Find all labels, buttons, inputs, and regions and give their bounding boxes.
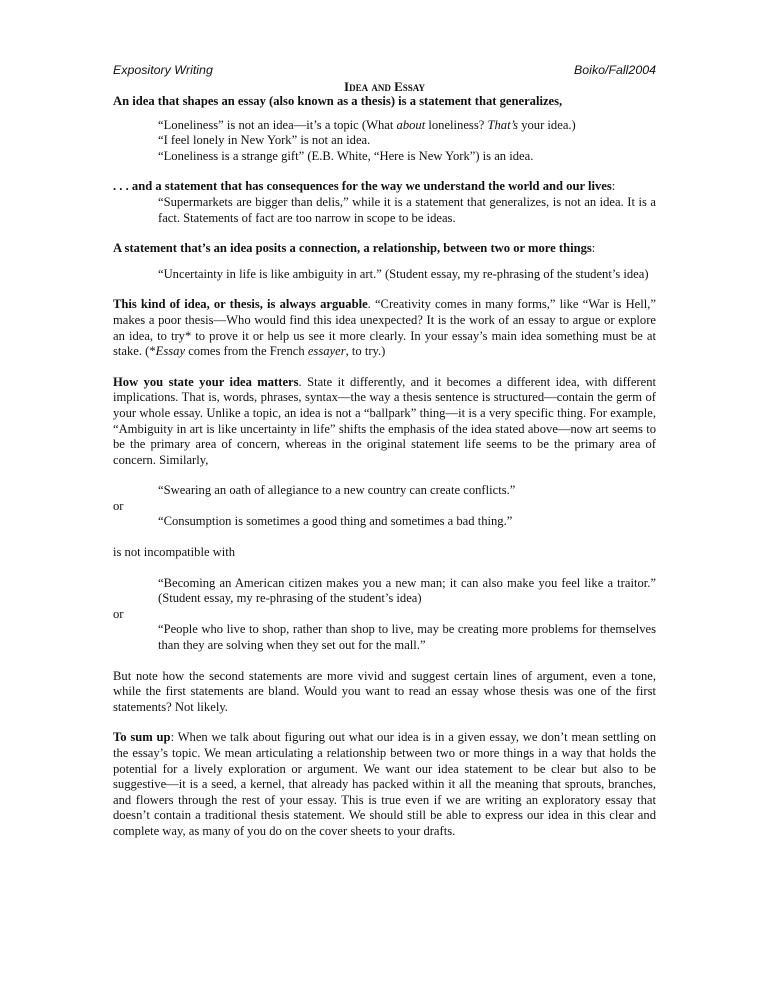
example-lonely-ny: “I feel lonely in New York” is not an idea.: [158, 133, 371, 148]
running-header: [113, 63, 656, 78]
matters-text: . State it differently, and it becomes a different idea, with different implications. That is, words, phrases, syntax—the way a thesis sentence is structured—contain the germ of your whole essay. Unlike a topic, an idea is not a “ballpark” thing—it is a very specific thing. For example, “Ambiguity in art is like uncertainty in life” shifts the emphasis of the idea stated above—now art seems to be the primary area of concern, whereas in the original statement life seems to be the primary area of concern. Similarly,: [113, 374, 657, 467]
quote-block: [113, 576, 656, 607]
arguable-emphasis: essayer: [307, 344, 346, 359]
sum-up-lead: To sum up: [113, 730, 171, 745]
header-author-term: Boiko/Fall2004: [574, 63, 656, 77]
consequences-example: [113, 195, 656, 226]
example-uncertainty: “Uncertainty in life is like ambiguity in art.” (Student essay, my re-phrasing of the student’s idea): [158, 266, 649, 281]
arguable-paragraph: [113, 297, 656, 359]
note-paragraph: But note how the second statements are more vivid and suggest certain lines of argument, even a tone, while the first statements are bland. Would you want to read an essay whose thesis was one of the first statements? Not likely.: [113, 668, 656, 714]
or-connector: or: [113, 498, 124, 513]
intro-lead: [113, 94, 656, 110]
example-emphasis: about: [396, 117, 426, 132]
colon: :: [591, 241, 596, 256]
or-connector: or: [113, 606, 124, 621]
connection-example: [113, 267, 656, 283]
matters-paragraph: [113, 375, 656, 469]
sum-up-paragraph: [113, 730, 656, 839]
quote-block: [113, 622, 656, 653]
example-supermarkets: “Supermarkets are bigger than delis,” while it is a statement that generalizes, is not an idea. It is a fact. Statements of fact are too narrow in scope to be ideas.: [158, 194, 656, 225]
colon: :: [611, 179, 616, 194]
example-text: your idea.): [518, 117, 576, 132]
arguable-text: comes from the French: [185, 344, 308, 359]
not-incompatible-text: is not incompatible with: [113, 545, 236, 560]
intro-examples: [113, 118, 656, 165]
connection-lead: [113, 241, 656, 257]
consequences-lead-text: . . . and a statement that has consequences for the way we understand the world and our lives: [113, 179, 612, 194]
arguable-emphasis: Essay: [155, 344, 186, 359]
intro-lead-text: An idea that shapes an essay (also known as a thesis) is a statement that generalizes,: [113, 94, 563, 108]
quote-consumption: “Consumption is sometimes a good thing and sometimes a bad thing.”: [158, 514, 513, 529]
sum-up-text: : When we talk about figuring out what our idea is in a given essay, we don’t mean settling on the essay’s topic. We mean articulating a relationship between two or more things in a way that holds the potential for a lively exploration or argument. We want our idea statement to be clear but also to be suggestive—it is a seed, a kernel, that already has packed within it all the meaning that sprouts, branches, and flowers through the rest of your essay. This is true even if we are writing an exploratory essay that doesn’t contain a traditional thesis statement. We should still be able to express our idea in this clear and complete way, as many of you do on the cover sheets to your drafts.: [113, 730, 656, 838]
arguable-text: , to try.): [345, 344, 386, 359]
quote-shop: “People who live to shop, rather than shop to live, may be creating more problems for themselves than they are solving when they set out for the mall.”: [158, 622, 656, 653]
quote-block: [113, 514, 656, 530]
header-course: Expository Writing: [113, 63, 213, 77]
document-body: [113, 79, 656, 840]
arguable-text: . “Creativity comes in many forms,” like “War is Hell,” makes a poor thesis—Who would find this idea unexpected? It is the work of an essay to argue or explore an idea, to try* to prove it or help us see it more clearly. In your essay’s main idea something must be at stake. (*: [113, 297, 656, 359]
quote-block: [113, 483, 656, 499]
example-text: “Loneliness” is not an idea—it’s a topic (What: [158, 117, 397, 132]
arguable-lead: This kind of idea, or thesis, is always arguable: [113, 297, 368, 312]
page-title: Idea and Essay: [344, 79, 425, 94]
quote-citizen: “Becoming an American citizen makes you a new man; it can also make you feel like a traitor.” (Student essay, my re-phrasing of the student’s idea): [158, 575, 656, 606]
connection-lead-text: A statement that’s an idea posits a connection, a relationship, between two or more things: [113, 241, 592, 256]
matters-lead: How you state your idea matters: [113, 374, 299, 389]
consequences-lead: [113, 179, 656, 195]
example-emphasis: That’s: [487, 117, 519, 132]
quote-swearing: “Swearing an oath of allegiance to a new country can create conflicts.”: [158, 483, 516, 498]
example-loneliness-topic: [158, 118, 656, 134]
example-strange-gift: “Loneliness is a strange gift” (E.B. White, “Here is New York”) is an idea.: [158, 148, 534, 163]
example-text: loneliness?: [425, 117, 488, 132]
